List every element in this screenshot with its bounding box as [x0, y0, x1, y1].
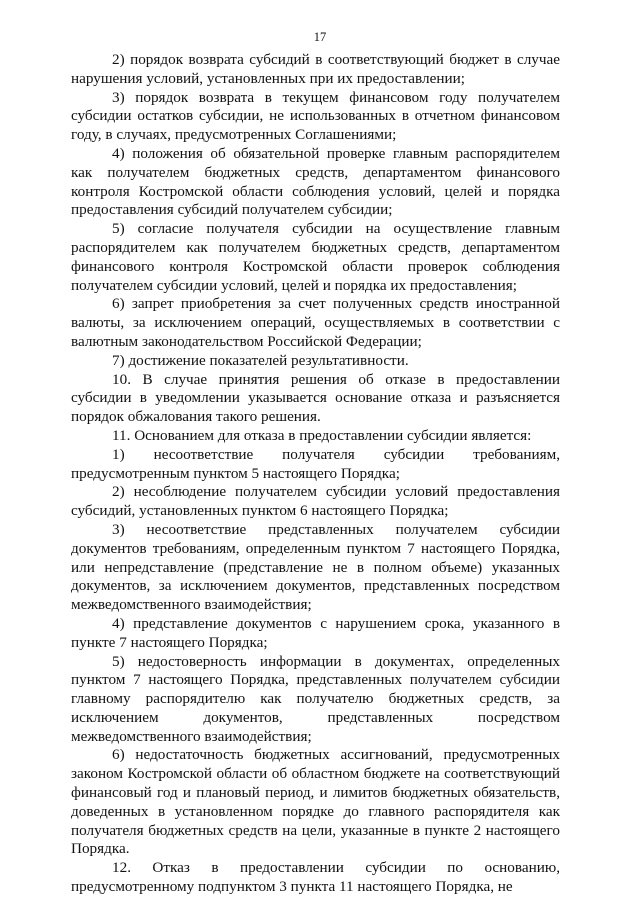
paragraph-11-item-1: 1) несоответствие получателя субсидии требованиям, предусмотренным пунктом 5 настоящего Порядка; — [71, 445, 560, 482]
paragraph-11-item-2: 2) несоблюдение получателем субсидии условий предоставления субсидий, установленных пунктом 6 настоящего Порядка; — [71, 483, 560, 520]
paragraph-item-5-recipient-consent: 5) согласие получателя субсидии на осуществление главным распорядителем как получателем бюджетных средств, департаментом финансового контроля Костромской области проверок соблюдения получателем субсидии условий, целей и порядка их предоставления; — [71, 220, 560, 294]
paragraph-11-item-5: 5) недостоверность информации в документах, определенных пунктом 7 настоящего Порядка, представленных получателем субсидии главному распорядителю как получателю бюджетных средств, за исключением документов, представленных посредством межведомственного взаимодействия; — [71, 652, 560, 745]
paragraph-item-4-mandatory-audit: 4) положения об обязательной проверке главным распорядителем как получателем бюджетных средств, департаментом финансового контроля Костромской области соблюдения условий, целей и порядка предоставления субсидий получателем субсидии; — [71, 144, 560, 219]
document-body — [71, 51, 560, 897]
paragraph-11-item-6: 6) недостаточность бюджетных ассигнований, предусмотренных законом Костромской области об областном бюджете на соответствующий финансовый год и плановый период, и лимитов бюджетных обязательств, доведенных в установленном порядке до главного распорядителя как получателя бюджетных средств на цели, указанные в пункте 2 настоящего Порядка. — [71, 746, 560, 858]
paragraph-item-6-currency-ban: 6) запрет приобретения за счет полученных средств иностранной валюты, за исключением операций, осуществляемых в соответствии с валютным законодательством Российской Федерации; — [71, 295, 560, 350]
paragraph-item-7-performance: 7) достижение показателей результативности. — [112, 351, 409, 369]
paragraph-11-refusal-grounds: 11. Основанием для отказа в предоставлении субсидии является: — [112, 426, 532, 444]
paragraph-item-2-return-order: 2) порядок возврата субсидий в соответствующий бюджет в случае нарушения условий, установленных при их предоставлении; — [71, 51, 560, 87]
page-number: 17 — [313, 30, 327, 44]
paragraph-11-item-3: 3) несоответствие представленных получателем субсидии документов требованиям, определенным пунктом 7 настоящего Порядка, или непредставление (представление не в полном объеме) указанных документов, за исключением документов, представленных посредством межведомственного взаимодействия; — [71, 520, 560, 614]
paragraph-11-item-4: 4) представление документов с нарушением срока, указанного в пункте 7 настоящего Порядка; — [71, 614, 560, 651]
paragraph-12-refusal: 12. Отказ в предоставлении субсидии по основанию, предусмотренному подпунктом 3 пункта 11 настоящего Порядка, не — [71, 859, 560, 896]
paragraph-item-3-unused-balance: 3) порядок возврата в текущем финансовом году получателем субсидии остатков субсидии, не использованных в отчетном финансовом году, в случаях, предусмотренных Соглашениями; — [71, 88, 560, 144]
paragraph-10-refusal-notice: 10. В случае принятия решения об отказе в предоставлении субсидии в уведомлении указывается основание отказа и разъясняется порядок обжалования такого решения. — [71, 370, 560, 426]
